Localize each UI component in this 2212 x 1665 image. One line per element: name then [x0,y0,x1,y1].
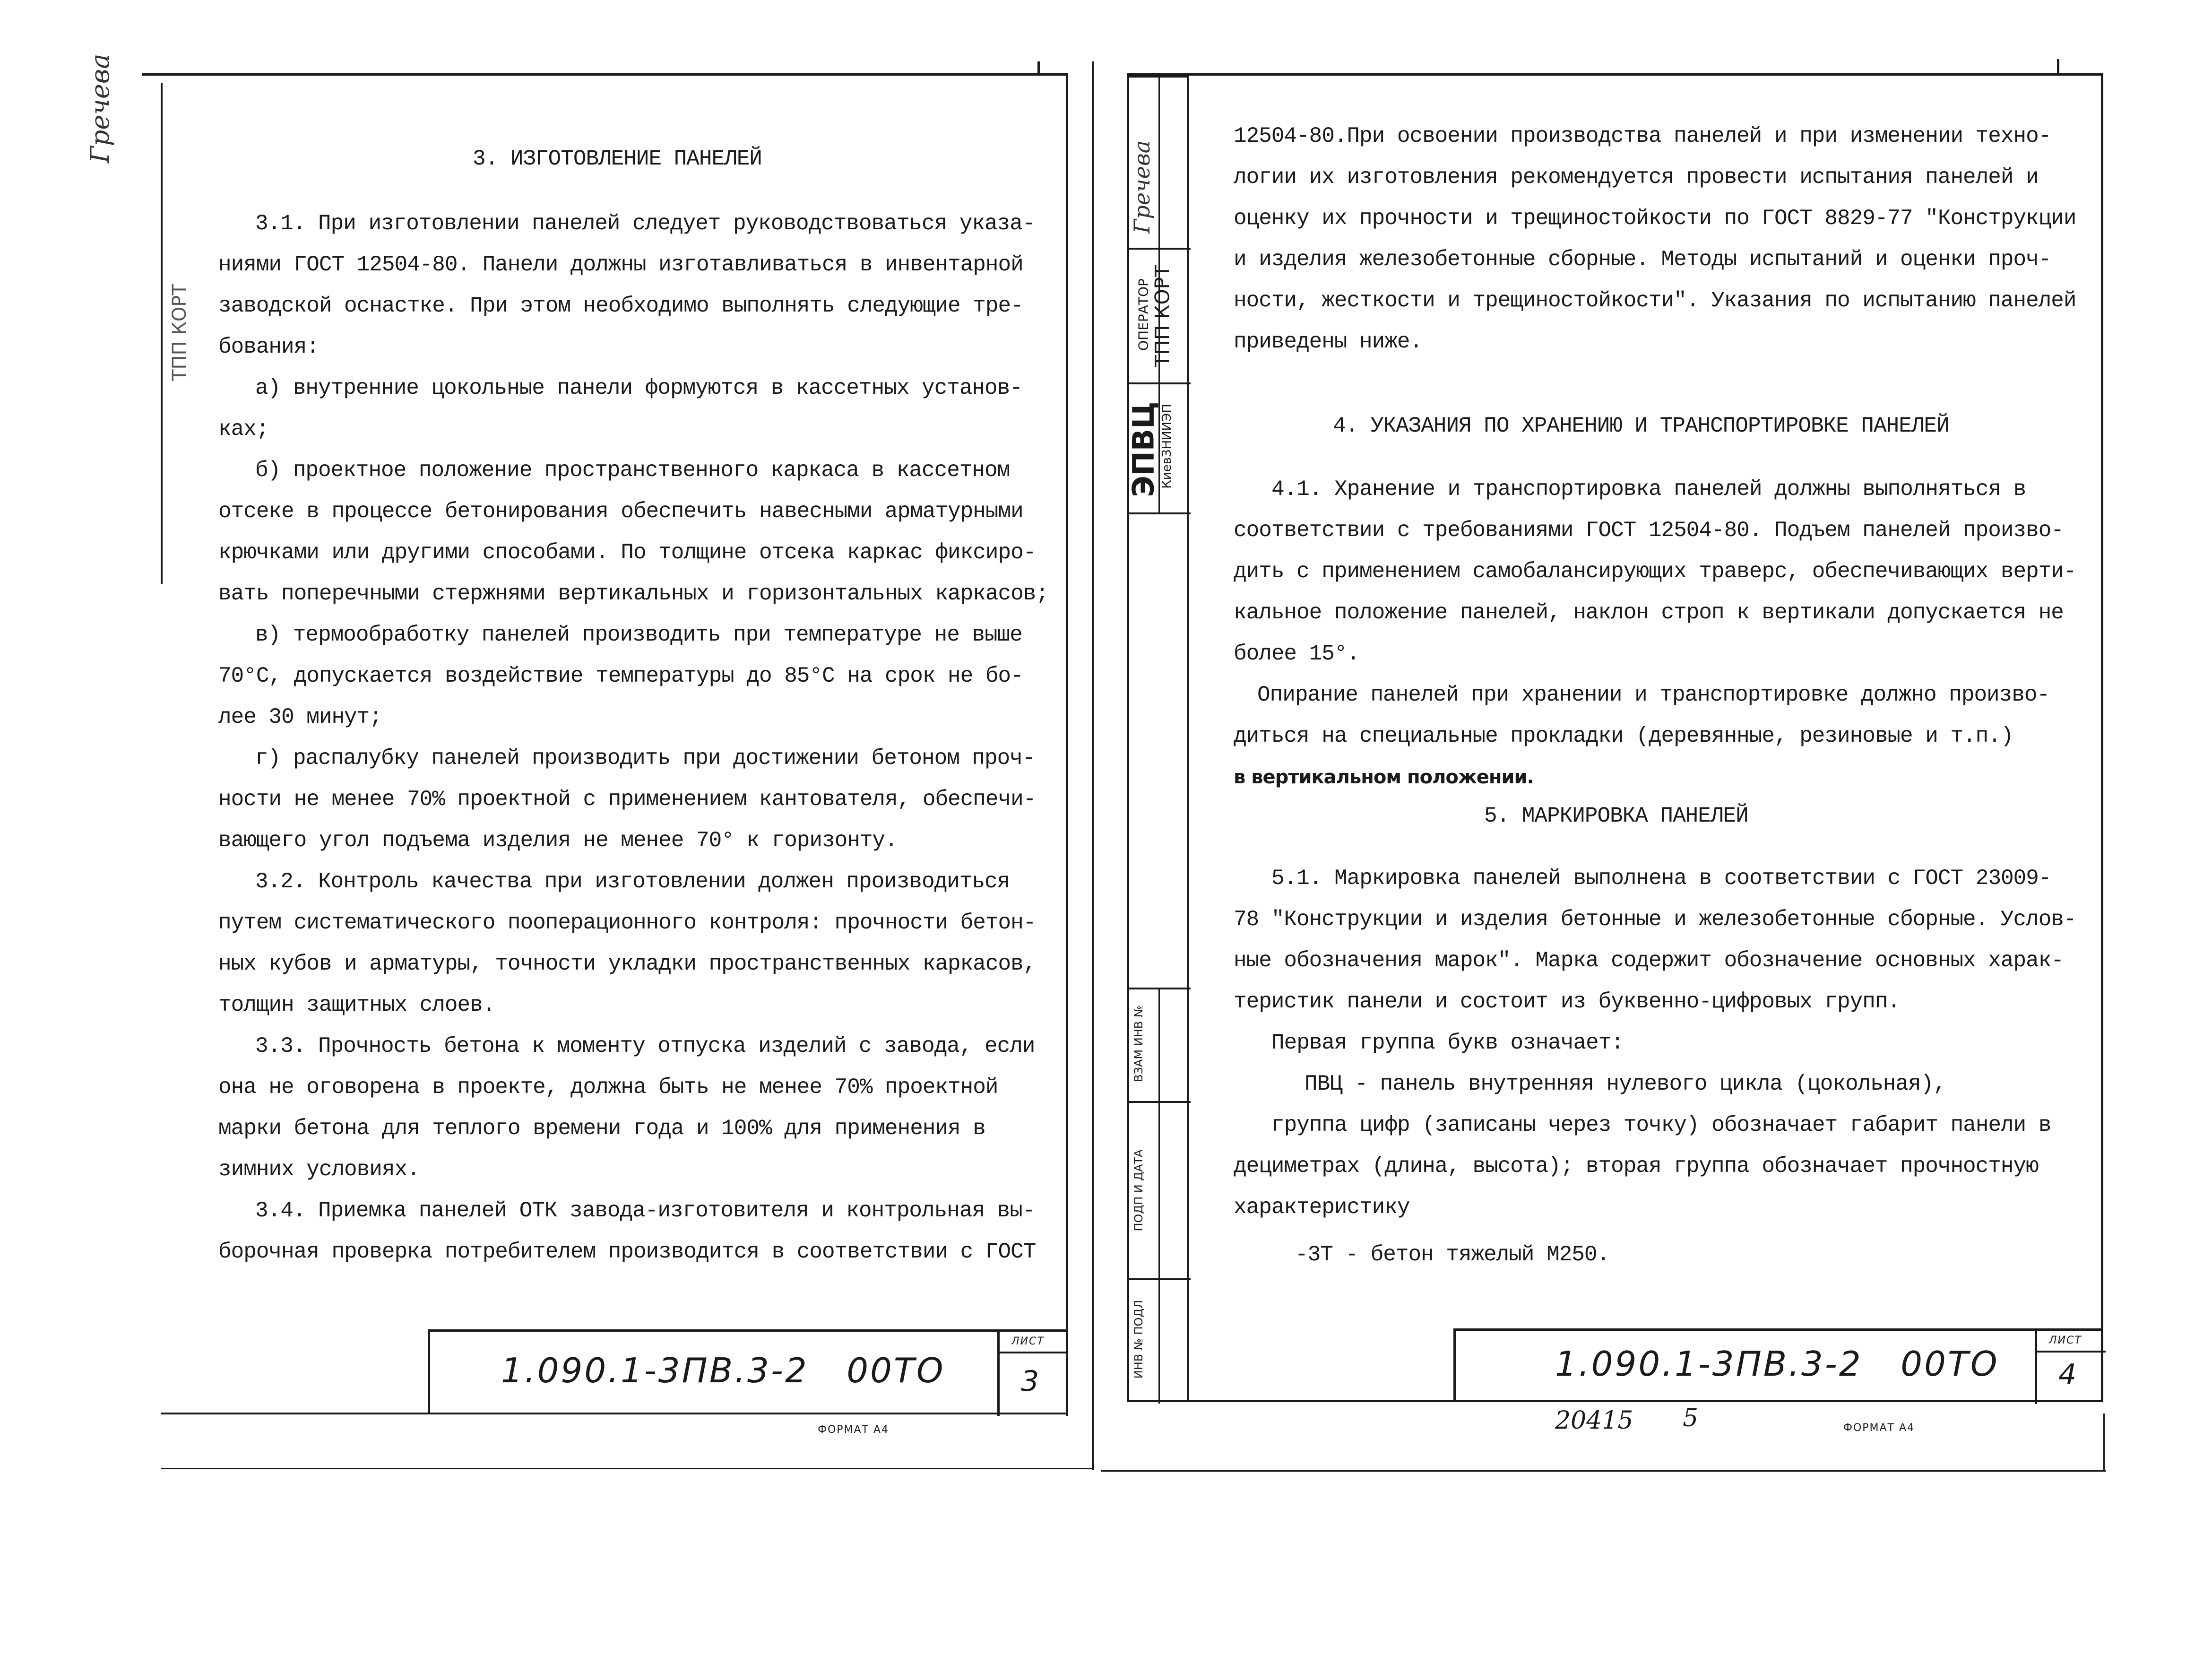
left-margin-line [161,83,163,584]
text-line: соответствии с требованиями ГОСТ 12504-80. Подъем панелей произво- [1234,518,2064,543]
text-line: ных кубов и арматуры, точности укладки пространственных каркасов, [218,952,1036,976]
text-line: лее 30 минут; [218,705,382,729]
left-top-tick [1037,61,1040,76]
text-line: 12504-80.При освоении производства панелей и при изменении техно- [1234,124,2051,148]
text-line: дециметрах (длина, высота); вторая группа обозначает прочностную [1234,1154,2039,1179]
operator-org: ТПП КОРТ [1150,265,1174,367]
right-right-border [2101,73,2103,1402]
text-line: толщин защитных слоев. [218,993,495,1017]
stamp-rule [1129,512,1191,514]
left-margin-stamp-text: ТПП КОРТ [169,284,190,381]
org-name: ЭПВЦ [1126,401,1161,497]
text-line: 3.4. Приемка панелей ОТК завода-изготовителя и контрольная вы- [255,1198,1035,1223]
text-line: кальное положение панелей, наклон строп к вертикали допускается не [1234,600,2064,625]
text-line: -3Т - бетон тяжелый М250. [1295,1242,1610,1267]
sheet-divider [2037,1351,2106,1353]
text-line: дить с применением самобалансирующих траверс, обеспечивающих верти- [1234,559,2076,584]
field-podp: ПОДП И ДАТА [1132,1149,1145,1231]
text-line: в вертикальном положении. [1234,766,1534,788]
page-title: 3. ИЗГОТОВЛЕНИЕ ПАНЕЛЕЙ [473,147,762,171]
left-top-border [142,73,1068,76]
text-line: группа цифр (записаны через точку) обозначает габарит панели в [1271,1113,2051,1137]
right-top-tick [2057,59,2059,74]
stamp-signature: Гречева [1129,140,1155,234]
text-line: г) распалубку панелей производить при достижении бетоном проч- [255,746,1035,771]
text-line: приведены ниже. [1234,330,1423,354]
field-vzam: ВЗАМ ИНВ № [1132,1006,1145,1082]
text-line: теристик панели и состоит из буквенно-цифровых групп. [1234,989,1901,1014]
text-line: диться на специальные прокладки (деревянные, резиновые и т.п.) [1234,724,2013,748]
sheet-cell [997,1332,1066,1416]
text-line: 3.2. Контроль качества при изготовлении должен производиться [255,869,1010,894]
stamp-rule [1129,248,1191,250]
text-line: ные обозначения марок". Марка содержит обозначение основных харак- [1234,948,2064,973]
text-line: ности не менее 70% проектной с применением кантователя, обеспечи- [218,787,1036,812]
sheet-cell [2035,1331,2103,1404]
text-line: ПВЦ - панель внутренняя нулевого цикла (цокольная), [1305,1072,1946,1096]
left-bottom-rule [161,1468,1092,1469]
format-label: ФОРМАТ А4 [818,1424,890,1436]
section-heading: 5. МАРКИРОВКА ПАНЕЛЕЙ [1484,804,1748,828]
text-line: 4.1. Хранение и транспортировка панелей должны выполняться в [1271,477,2026,502]
handwritten-number: 20415 [1555,1406,1633,1435]
text-line: ности, жесткости и трещиностойкости". Указания по испытанию панелей [1234,288,2076,313]
text-line: 3.3. Прочность бетона к моменту отпуска изделий с завода, если [255,1034,1035,1058]
text-line: крючками или другими способами. По толщине отсека каркас фиксиро- [218,540,1036,565]
org-subtitle: КиевЗНИИЭП [1160,404,1174,489]
left-right-border [1066,73,1068,1416]
text-line: борочная проверка потребителем производится в соответствии с ГОСТ [218,1240,1036,1264]
right-top-border [1127,73,2103,76]
section-heading: 4. УКАЗАНИЯ ПО ХРАНЕНИЮ И ТРАНСПОРТИРОВКЕ ПАНЕЛЕЙ [1333,414,1949,438]
title-block [1453,1328,2101,1402]
text-line: Опирание панелей при хранении и транспортировке должно произво- [1257,683,2050,707]
text-line: 78 "Конструкции и изделия бетонные и железобетонные сборные. Услов- [1234,907,2076,932]
side-stamp [1127,76,1189,1402]
text-line: а) внутренние цокольные панели формуются в кассетных установ- [255,376,1022,400]
operator-label: ОПЕРАТОР [1135,278,1151,351]
text-line: бования: [218,335,319,359]
text-line: марки бетона для теплого времени года и 100% для применения в [218,1116,985,1141]
text-line: 5.1. Маркировка панелей выполнена в соответствии с ГОСТ 23009- [1271,866,2051,891]
text-line: характеристику [1234,1195,1410,1220]
text-line: оценку их прочности и трещиностойкости по ГОСТ 8829-77 "Конструкции [1234,206,2076,231]
document-code: 1.090.1-3ПВ.3-2 00ТО [501,1351,945,1390]
text-line: вать поперечными стержнями вертикальных и горизонтальных каркасов; [218,581,1048,606]
sheet-number: 4 [2058,1358,2077,1391]
text-line: б) проектное положение пространственного каркаса в кассетном [255,458,1010,483]
text-line: путем систематического пооперационного контроля: прочности бетон- [218,911,1036,935]
text-line: Первая группа букв означает: [1271,1031,1624,1055]
sheet-number: 3 [1021,1365,1039,1398]
text-line: 3.1. При изготовлении панелей следует руководствоваться указа- [255,211,1035,236]
text-line: более 15°. [1234,642,1360,666]
text-line: ках; [218,417,269,442]
text-line: логии их изготовления рекомендуется провести испытания панелей и [1234,165,2039,190]
text-line: зимних условиях. [218,1157,420,1182]
sheet-divider [1000,1352,1068,1353]
text-line: отсеке в процессе бетонирования обеспечить навесными арматурными [218,499,1023,524]
text-line: и изделия железобетонные сборные. Методы испытаний и оценки проч- [1234,247,2051,272]
text-line: в) термообработку панелей производить при температуре не выше [255,623,1022,647]
sheet-label: ЛИСТ [2049,1335,2082,1346]
left-page-divider [1092,61,1094,1470]
field-inv: ИНВ № ПОДЛ [1132,1300,1145,1379]
handwritten-page: 5 [1683,1404,1699,1432]
right-side-rule [2103,1414,2105,1470]
title-block [428,1329,1066,1414]
right-bottom-rule [1101,1470,2106,1472]
format-label: ФОРМАТ А4 [1843,1422,1915,1434]
document-code: 1.090.1-3ПВ.3-2 00ТО [1555,1344,1999,1384]
text-line: заводской оснастке. При этом необходимо выполнять следующие тре- [218,294,1023,318]
text-line: ниями ГОСТ 12504-80. Панели должны изготавливаться в инвентарной [218,252,1023,277]
text-line: вающего угол подъема изделия не менее 70° к горизонту. [218,828,898,853]
left-margin-signature: Гречева [85,53,115,163]
sheet-label: ЛИСТ [1011,1335,1045,1347]
stamp-rule [1129,382,1191,384]
text-line: 70°С, допускается воздействие температуры до 85°С на срок не бо- [218,664,1023,688]
text-line: она не оговорена в проекте, должна быть не менее 70% проектной [218,1075,998,1100]
stamp-column-rule [1158,988,1160,1404]
